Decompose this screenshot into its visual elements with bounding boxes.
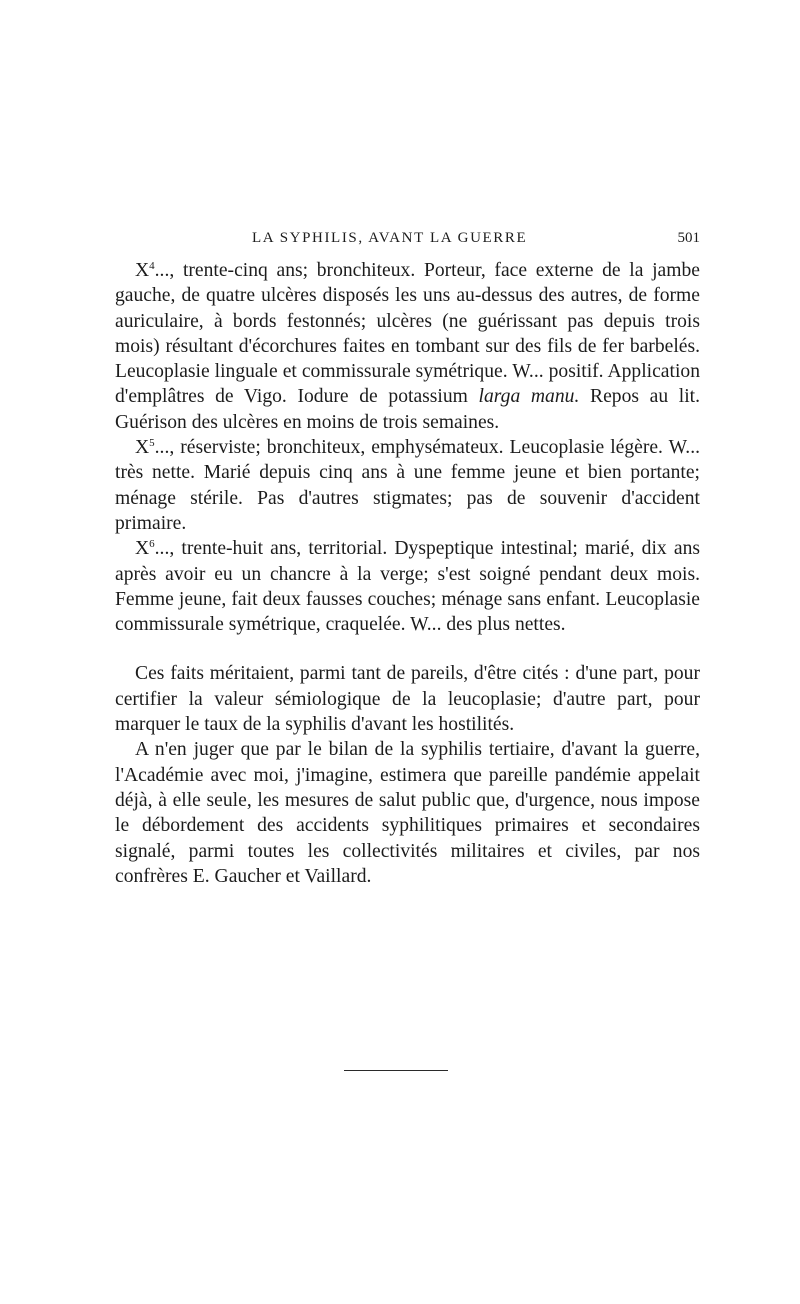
- case-superscript: 5: [149, 437, 155, 450]
- case-italic-term: larga manu.: [478, 386, 580, 408]
- case-paragraph-x5: [115, 435, 700, 536]
- case-text-end: Repos au lit. Guérison des ulcères en moins de trois semaines.: [115, 386, 701, 433]
- running-head: [115, 222, 700, 258]
- case-paragraph-x6: [115, 536, 700, 637]
- page-number: 501: [677, 230, 700, 246]
- case-id: X: [135, 437, 150, 459]
- case-text: ..., trente-cinq ans; bronchiteux. Porteur, face externe de la jambe gauche, de quatre ulcères disposés les uns au-dessus des autres, de forme auriculaire, à bords festonnés; ulcères (ne guérissant pas depuis trois mois) résultant d'écorchures faites en tombant sur des fils de fer barbelés. Leucoplasie linguale et commissurale symétrique. W... positif. Application d'emplâtres de Vigo. Iodure de potassium: [115, 260, 700, 408]
- case-id: X: [135, 260, 150, 281]
- case-text: ..., trente-huit ans, territorial. Dyspeptique intestinal; marié, dix ans après avoir eu un chancre à la verge; s'est soigné pendant deux mois. Femme jeune, fait deux fausses couches; ménage sans enfant. Leucoplasie commissurale symétrique, craquelée. W... des plus nettes.: [115, 538, 700, 636]
- closing-rule: [344, 1070, 448, 1071]
- running-title: LA SYPHILIS, AVANT LA GUERRE: [252, 230, 528, 246]
- case-paragraph-x4: [115, 258, 700, 435]
- case-superscript: 6: [149, 538, 155, 551]
- section-gap: [115, 637, 700, 661]
- case-text: ..., réserviste; bronchiteux, emphysémateux. Leucoplasie légère. W... très nette. Marié depuis cinq ans à une femme jeune et bien portante; ménage stérile. Pas d'autres stigmates; pas de souvenir d'accident primaire.: [115, 437, 700, 534]
- body-paragraph-2: A n'en juger que par le bilan de la syphilis tertiaire, d'avant la guerre, l'Académie avec moi, j'imagine, estimera que pareille pandémie appelait déjà, à elle seule, les mesures de salut public que, d'urgence, nous impose le débordement des accidents syphilitiques primaires et secondaires signalé, parmi toutes les collectivités militaires et civiles, par nos confrères E. Gaucher et Vaillard.: [115, 739, 700, 887]
- body-paragraph-1: Ces faits méritaient, parmi tant de pareils, d'être cités : d'une part, pour certifier la valeur sémiologique de la leucoplasie; d'autre part, pour marquer le taux de la syphilis d'avant les hostilités.: [115, 663, 700, 736]
- case-superscript: 4: [149, 260, 155, 272]
- book-page: [115, 222, 700, 889]
- case-id: X: [135, 538, 150, 560]
